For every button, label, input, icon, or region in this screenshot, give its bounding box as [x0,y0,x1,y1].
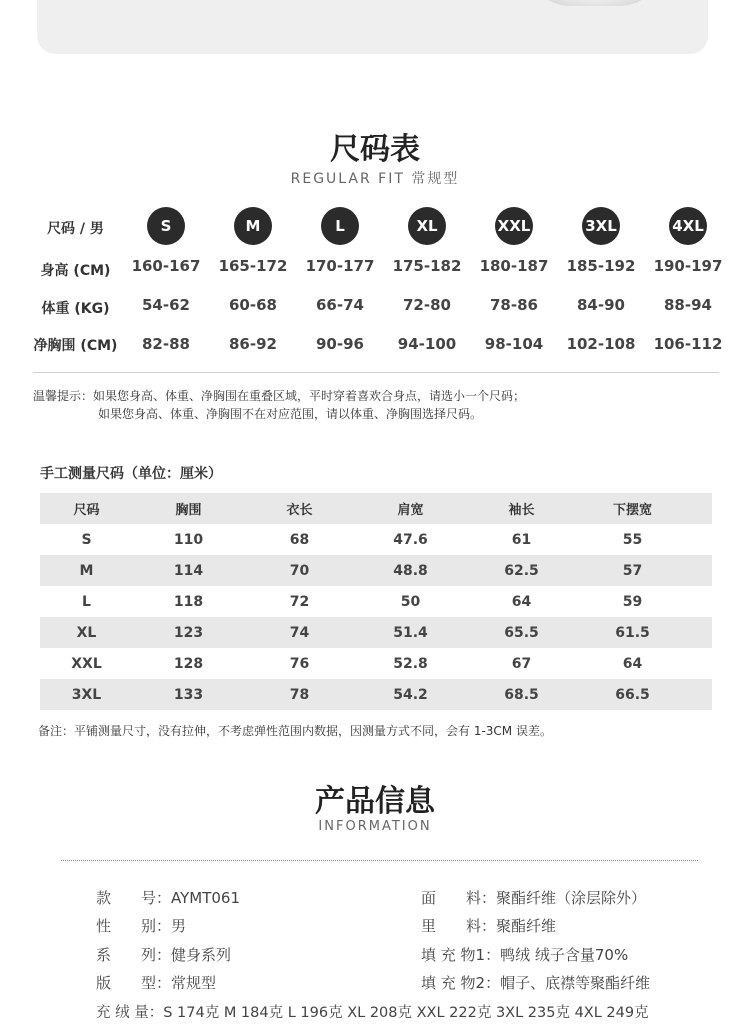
chest-cell: 106-112 [653,335,723,353]
table-cell: 114 [173,562,204,579]
table-cell: 64 [511,593,532,610]
size-badge-3xl: 3XL [582,207,620,245]
chest-cell: 98-104 [484,335,544,353]
table-row [40,524,712,555]
table-row [40,586,712,617]
table-cell: 68.5 [504,686,539,703]
size-tip-line-1: 温馨提示：如果您身高、体重、净胸围在重叠区域，平时穿着喜欢合身点，请选小一个尺码； [33,389,526,403]
info-key: 面 料： [421,889,497,907]
column-header: 衣长 [286,503,313,518]
height-cell: 180-187 [479,257,549,275]
chest-cell: 82-88 [142,335,190,353]
weight-row-label: 体重 (KG) [41,301,110,317]
table-cell: 47.6 [393,531,428,548]
chest-cell: 90-96 [316,335,364,353]
size-header-label: 尺码 / 男 [47,221,104,237]
info-fill-amount [96,1001,649,1022]
height-cell: 165-172 [218,257,288,275]
weight-cell: 54-62 [142,296,190,314]
size-chart-divider [33,372,719,373]
weight-cell: 72-80 [403,296,451,314]
measure-table [40,493,712,710]
measure-remark: 备注：平铺测量尺寸，没有拉伸，不考虑弹性范围内数据，因测量方式不同，会有 1-3CM 误差。 [38,724,552,738]
height-cell: 175-182 [392,257,462,275]
product-image [525,0,665,6]
table-row [40,648,712,679]
weight-cell: 84-90 [577,296,625,314]
table-cell: 55 [622,531,643,548]
table-row [40,679,712,710]
info-value: 男 [171,917,187,935]
info-style-number [96,887,240,908]
table-cell: 64 [622,655,643,672]
column-header: 袖长 [508,503,535,518]
product-info-divider [61,860,698,861]
info-filling-1 [421,944,628,965]
table-cell: L [82,593,91,610]
size-badge-l: L [321,207,359,245]
height-cell: 185-192 [566,257,636,275]
measure-table-title: 手工测量尺码（单位：厘米） [40,466,222,482]
chest-cell: 102-108 [566,335,636,353]
chest-cell: 94-100 [397,335,457,353]
table-cell: 118 [173,593,204,610]
table-cell: 52.8 [393,655,428,672]
size-badge-xxl: XXL [495,207,533,245]
table-cell: 62.5 [504,562,539,579]
info-value: 聚酯纤维（涂层除外） [496,889,647,907]
info-fabric [421,887,646,908]
table-cell: 70 [289,562,310,579]
product-image-card [37,0,708,54]
height-row-label: 身高 (CM) [40,263,111,279]
info-filling-2 [421,972,650,993]
table-cell: 3XL [71,686,102,703]
table-cell: 59 [622,593,643,610]
info-key: 填 充 物1： [421,946,501,964]
size-badge-m: M [234,207,272,245]
info-value: AYMT061 [171,889,241,907]
product-info-subtitle: INFORMATION [318,819,432,834]
info-fit [96,972,216,993]
column-header: 尺码 [73,503,100,518]
info-value: 聚酯纤维 [496,917,557,935]
table-cell: 51.4 [393,624,428,641]
info-value: 帽子、底襟等聚酯纤维 [500,974,651,992]
table-cell: 66.5 [615,686,650,703]
info-gender [96,915,186,936]
table-cell: 61.5 [615,624,650,641]
size-chart-subtitle: REGULAR FIT 常规型 [290,171,460,187]
table-cell: S [81,531,92,548]
info-value: 常规型 [171,974,217,992]
column-header: 下摆宽 [612,503,652,518]
height-cell: 170-177 [305,257,375,275]
column-header: 胸围 [175,503,202,518]
info-key: 版 型： [96,974,172,992]
size-badge-s: S [147,207,185,245]
table-cell: 74 [289,624,310,641]
table-cell: 48.8 [393,562,428,579]
info-key: 性 别： [96,917,172,935]
table-cell: 123 [173,624,204,641]
weight-cell: 78-86 [490,296,538,314]
info-key: 款 号： [96,889,172,907]
info-value: 鸭绒 绒子含量70% [500,946,629,964]
table-cell: 110 [173,531,204,548]
table-cell: 67 [511,655,532,672]
info-series [96,944,231,965]
table-cell: XXL [71,655,102,672]
size-badge-4xl: 4XL [669,207,707,245]
table-cell: 50 [400,593,421,610]
info-key: 填 充 物2： [421,974,501,992]
table-cell: 76 [289,655,310,672]
product-info-title: 产品信息 [315,784,435,819]
info-key: 系 列： [96,946,172,964]
chest-row-label: 净胸围 (CM) [33,338,118,354]
table-cell: 72 [289,593,310,610]
table-cell: 78 [289,686,310,703]
measure-table-header [40,493,712,524]
info-lining [421,915,556,936]
table-cell: M [79,562,94,579]
table-cell: 128 [173,655,204,672]
size-tip-line-2: 如果您身高、体重、净胸围不在对应范围，请以体重、净胸围选择尺码。 [98,407,483,421]
table-row [40,555,712,586]
info-value: 健身系列 [171,946,232,964]
info-key: 里 料： [421,917,497,935]
info-key: 充 绒 量： [96,1005,164,1021]
table-cell: XL [76,624,97,641]
table-cell: 65.5 [504,624,539,641]
table-cell: 57 [622,562,643,579]
weight-cell: 88-94 [664,296,712,314]
height-cell: 190-197 [653,257,723,275]
info-value: S 174克 M 184克 L 196克 XL 208克 XXL 222克 3XL 235克 4XL 249克 [163,1005,649,1021]
weight-cell: 66-74 [316,296,364,314]
table-row [40,617,712,648]
height-cell: 160-167 [131,257,201,275]
size-badge-xl: XL [408,207,446,245]
table-cell: 68 [289,531,310,548]
size-chart-title: 尺码表 [330,132,420,167]
chest-cell: 86-92 [229,335,277,353]
table-cell: 133 [173,686,204,703]
table-cell: 61 [511,531,532,548]
weight-cell: 60-68 [229,296,277,314]
table-cell: 54.2 [393,686,428,703]
column-header: 肩宽 [397,503,424,518]
